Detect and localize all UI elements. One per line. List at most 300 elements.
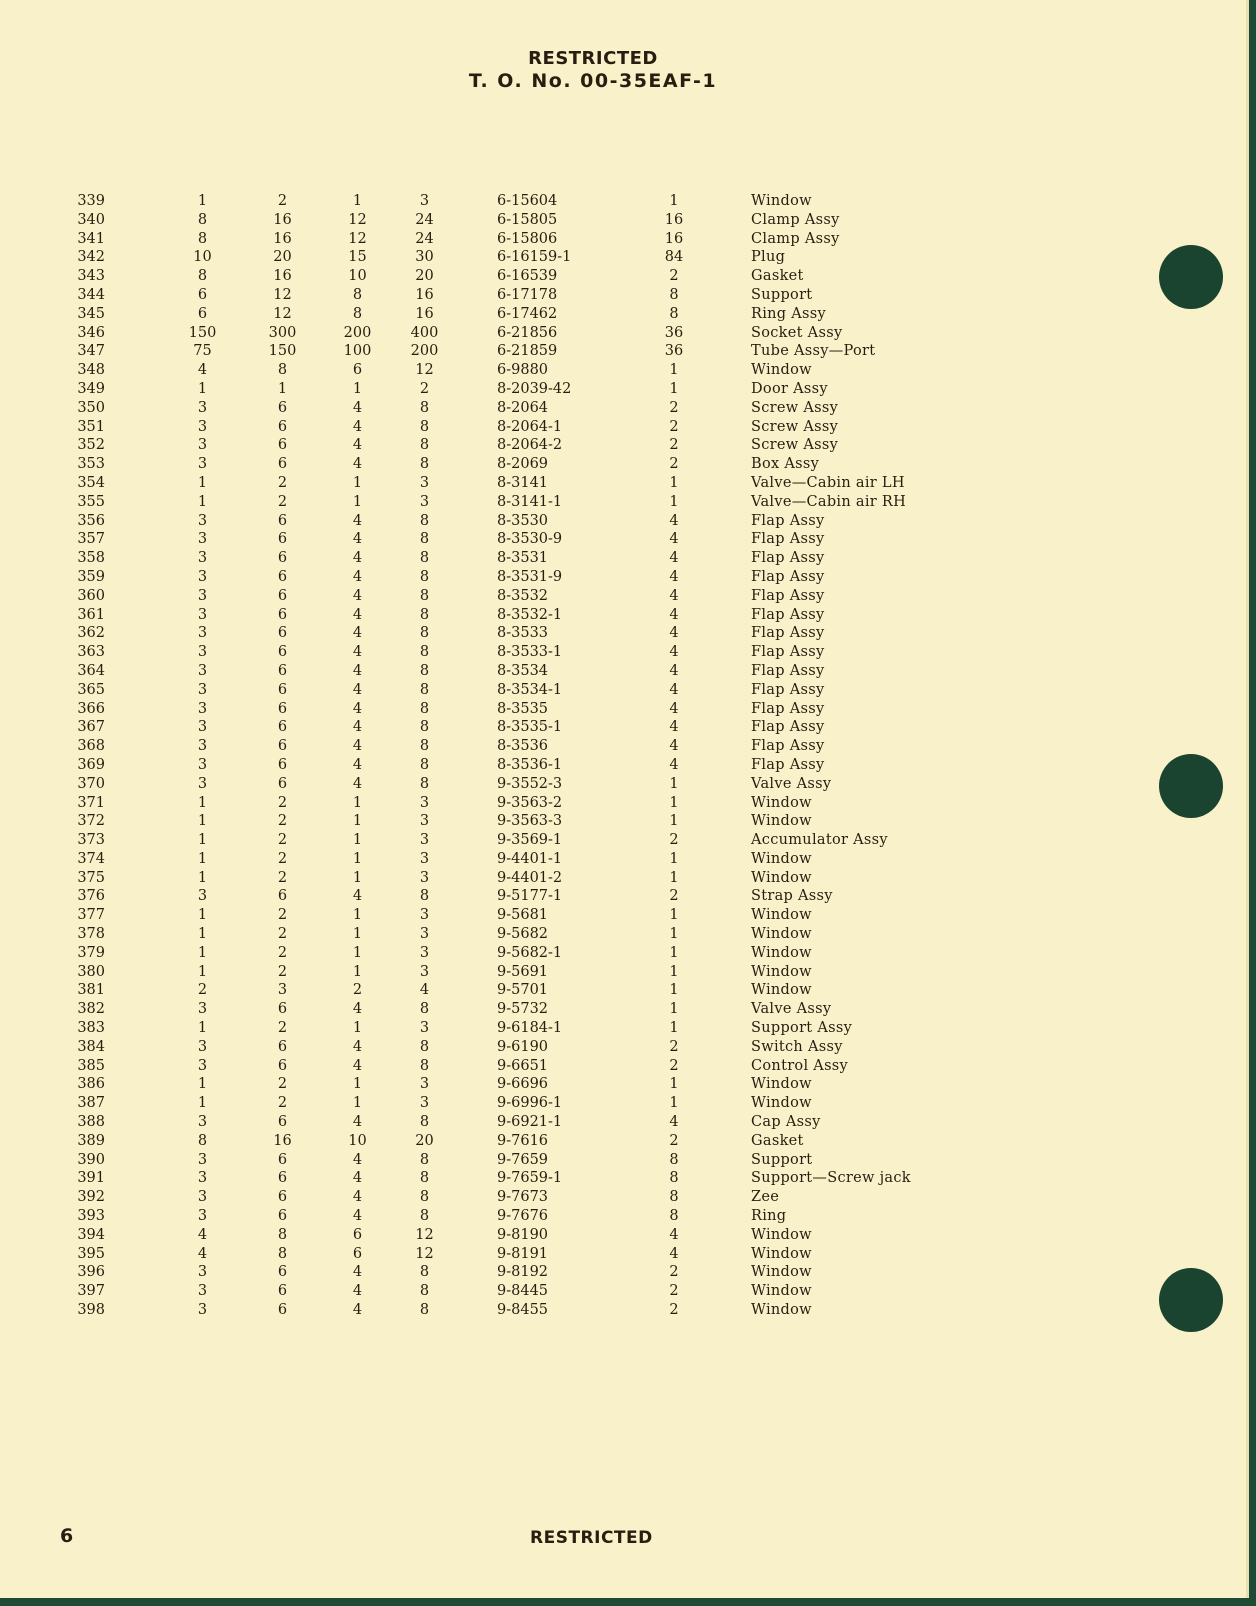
- table-row: [60, 342, 880, 361]
- quantity-col-2: 6: [277, 719, 288, 736]
- part-number: 9-7659-1: [497, 1170, 563, 1187]
- part-description: Zee: [751, 1189, 780, 1206]
- quantity-per-unit: 1: [669, 794, 679, 811]
- quantity-col-1: 3: [197, 888, 208, 905]
- quantity-col-1: 2: [197, 982, 208, 999]
- table-row: [60, 380, 880, 399]
- quantity-per-unit: 16: [664, 211, 684, 228]
- quantity-col-4: 8: [419, 775, 430, 792]
- quantity-col-3: 10: [348, 1132, 367, 1149]
- part-number: 9-5732: [497, 1001, 549, 1018]
- quantity-col-2: 6: [277, 1283, 288, 1300]
- part-description: Flap Assy: [751, 568, 825, 585]
- quantity-col-1: 3: [197, 662, 208, 679]
- quantity-col-3: 6: [352, 1245, 363, 1262]
- quantity-col-2: 2: [277, 193, 288, 209]
- quantity-col-4: 8: [419, 587, 430, 604]
- part-description: Flap Assy: [751, 606, 825, 623]
- quantity-col-1: 4: [197, 362, 208, 379]
- quantity-col-4: 8: [419, 418, 430, 435]
- item-number: 357: [77, 531, 105, 548]
- quantity-col-1: 8: [197, 230, 208, 247]
- quantity-col-2: 16: [273, 1132, 292, 1149]
- part-description: Window: [751, 944, 812, 961]
- quantity-col-3: 4: [352, 606, 363, 623]
- item-number: 345: [77, 305, 105, 322]
- quantity-col-2: 6: [277, 550, 288, 567]
- quantity-col-4: 8: [419, 531, 430, 548]
- table-row: [60, 568, 880, 587]
- quantity-col-3: 4: [352, 1151, 363, 1168]
- part-description: Support—Screw jack: [751, 1170, 911, 1187]
- quantity-per-unit: 1: [669, 1001, 679, 1018]
- quantity-col-3: 4: [352, 531, 363, 548]
- part-description: Support: [751, 286, 813, 303]
- quantity-col-2: 16: [273, 268, 292, 285]
- quantity-col-1: 3: [197, 1170, 208, 1187]
- quantity-col-2: 12: [273, 286, 292, 303]
- quantity-col-1: 75: [193, 343, 212, 360]
- item-number: 364: [77, 662, 105, 679]
- quantity-per-unit: 2: [669, 888, 679, 905]
- quantity-col-2: 6: [277, 756, 288, 773]
- quantity-per-unit: 2: [669, 456, 679, 473]
- quantity-col-3: 200: [343, 324, 372, 341]
- part-description: Cap Assy: [751, 1114, 821, 1131]
- quantity-col-4: 3: [419, 493, 430, 510]
- quantity-col-1: 3: [197, 1283, 208, 1300]
- quantity-per-unit: 84: [664, 249, 684, 266]
- quantity-per-unit: 1: [669, 982, 679, 999]
- quantity-col-4: 8: [419, 1001, 430, 1018]
- quantity-col-1: 3: [197, 719, 208, 736]
- table-row: [60, 737, 880, 756]
- part-number: 9-3563-3: [497, 813, 563, 830]
- quantity-col-3: 8: [352, 305, 363, 322]
- quantity-col-4: 3: [419, 1095, 430, 1112]
- item-number: 389: [77, 1132, 105, 1149]
- part-description: Window: [751, 926, 812, 943]
- part-description: Window: [751, 907, 812, 924]
- quantity-col-1: 3: [197, 738, 208, 755]
- quantity-col-1: 3: [197, 681, 208, 698]
- table-row: [60, 493, 907, 512]
- table-row: [60, 906, 880, 925]
- quantity-col-2: 2: [277, 1095, 288, 1112]
- quantity-col-4: 8: [419, 1189, 430, 1206]
- quantity-col-1: 10: [193, 249, 212, 266]
- quantity-per-unit: 1: [669, 474, 679, 491]
- part-description: Box Assy: [751, 456, 820, 473]
- quantity-per-unit: 4: [669, 531, 679, 548]
- quantity-col-4: 8: [419, 606, 430, 623]
- page-number: 6: [60, 1525, 74, 1547]
- item-number: 398: [77, 1302, 105, 1319]
- table-row: [60, 775, 880, 794]
- part-description: Flap Assy: [751, 738, 825, 755]
- part-description: Clamp Assy: [751, 230, 840, 247]
- quantity-col-2: 6: [277, 681, 288, 698]
- table-row: [60, 267, 880, 286]
- part-number: 6-17178: [497, 286, 558, 303]
- quantity-per-unit: 4: [669, 512, 679, 529]
- quantity-col-4: 8: [419, 568, 430, 585]
- item-number: 392: [77, 1189, 105, 1206]
- quantity-col-3: 4: [352, 550, 363, 567]
- quantity-col-1: 1: [197, 926, 208, 943]
- quantity-per-unit: 4: [669, 756, 679, 773]
- table-row: [60, 1245, 880, 1264]
- quantity-col-3: 4: [352, 587, 363, 604]
- part-description: Flap Assy: [751, 681, 825, 698]
- table-row: [60, 1207, 880, 1226]
- quantity-col-2: 2: [277, 926, 288, 943]
- quantity-col-4: 8: [419, 1302, 430, 1319]
- quantity-col-3: 1: [352, 1020, 363, 1037]
- table-row: [60, 286, 880, 305]
- part-number: 8-2069: [497, 456, 549, 473]
- part-number: 9-5682: [497, 926, 549, 943]
- item-number: 383: [77, 1020, 105, 1037]
- quantity-per-unit: 4: [669, 606, 679, 623]
- quantity-col-4: 12: [415, 1226, 434, 1243]
- quantity-col-2: 12: [273, 305, 292, 322]
- quantity-col-3: 4: [352, 1114, 363, 1131]
- part-number: 8-3535-1: [497, 719, 563, 736]
- quantity-col-3: 4: [352, 1170, 363, 1187]
- quantity-col-4: 24: [415, 211, 434, 228]
- part-description: Tube Assy—Port: [751, 343, 876, 360]
- part-number: 8-2039-42: [497, 380, 572, 397]
- quantity-col-4: 24: [415, 230, 434, 247]
- quantity-col-3: 4: [352, 1302, 363, 1319]
- quantity-col-2: 16: [273, 211, 292, 228]
- quantity-col-4: 3: [419, 1020, 430, 1037]
- part-description: Flap Assy: [751, 756, 825, 773]
- part-number: 8-3534: [497, 662, 549, 679]
- part-description: Window: [751, 1226, 812, 1243]
- part-description: Valve Assy: [751, 1001, 832, 1018]
- quantity-col-1: 3: [197, 775, 208, 792]
- quantity-col-4: 3: [419, 832, 430, 849]
- part-number: 9-4401-2: [497, 869, 563, 886]
- quantity-col-3: 1: [352, 193, 363, 209]
- quantity-col-3: 1: [352, 1076, 363, 1093]
- part-number: 9-5682-1: [497, 944, 563, 961]
- quantity-col-3: 4: [352, 644, 363, 661]
- table-row: [60, 1057, 880, 1076]
- quantity-col-4: 16: [415, 305, 434, 322]
- item-number: 341: [77, 230, 105, 247]
- item-number: 351: [77, 418, 105, 435]
- quantity-col-4: 8: [419, 1283, 430, 1300]
- part-number: 8-3530: [497, 512, 549, 529]
- quantity-per-unit: 36: [664, 324, 684, 341]
- table-row: [60, 1132, 880, 1151]
- table-row: [60, 305, 880, 324]
- quantity-col-1: 3: [197, 399, 208, 416]
- item-number: 355: [77, 493, 105, 510]
- part-description: Valve Assy: [751, 775, 832, 792]
- quantity-col-3: 4: [352, 512, 363, 529]
- quantity-col-1: 3: [197, 756, 208, 773]
- part-number: 8-3531: [497, 550, 549, 567]
- quantity-col-1: 8: [197, 211, 208, 228]
- part-description: Ring: [751, 1208, 787, 1225]
- quantity-col-2: 6: [277, 775, 288, 792]
- quantity-col-1: 1: [197, 963, 208, 980]
- quantity-col-3: 1: [352, 474, 363, 491]
- parts-table: [60, 192, 911, 1320]
- quantity-col-2: 6: [277, 1189, 288, 1206]
- quantity-col-1: 3: [197, 568, 208, 585]
- item-number: 346: [77, 324, 105, 341]
- quantity-col-3: 1: [352, 963, 363, 980]
- binder-hole: [1159, 245, 1223, 309]
- quantity-col-4: 3: [419, 193, 430, 209]
- table-row: [60, 512, 880, 531]
- quantity-per-unit: 1: [669, 775, 679, 792]
- quantity-col-3: 4: [352, 625, 363, 642]
- quantity-col-3: 2: [352, 982, 363, 999]
- quantity-col-3: 4: [352, 456, 363, 473]
- table-row: [60, 248, 880, 267]
- quantity-per-unit: 1: [669, 193, 679, 209]
- quantity-per-unit: 2: [669, 1302, 679, 1319]
- quantity-col-1: 3: [197, 1302, 208, 1319]
- quantity-col-1: 1: [197, 493, 208, 510]
- quantity-col-3: 1: [352, 813, 363, 830]
- quantity-per-unit: 2: [669, 1283, 679, 1300]
- part-number: 9-3569-1: [497, 832, 563, 849]
- quantity-col-2: 6: [277, 625, 288, 642]
- quantity-col-3: 4: [352, 1057, 363, 1074]
- quantity-col-2: 2: [277, 907, 288, 924]
- quantity-col-3: 4: [352, 719, 363, 736]
- part-description: Window: [751, 362, 812, 379]
- quantity-col-3: 6: [352, 362, 363, 379]
- quantity-col-2: 6: [277, 1302, 288, 1319]
- table-row: [60, 1000, 880, 1019]
- quantity-col-4: 16: [415, 286, 434, 303]
- table-row: [60, 1282, 880, 1301]
- quantity-col-4: 8: [419, 700, 430, 717]
- table-row: [60, 606, 880, 625]
- quantity-col-3: 12: [348, 211, 367, 228]
- part-description: Window: [751, 1283, 812, 1300]
- item-number: 339: [77, 193, 105, 209]
- part-number: 9-6696: [497, 1076, 549, 1093]
- quantity-col-1: 8: [197, 268, 208, 285]
- quantity-col-4: 8: [419, 1208, 430, 1225]
- quantity-col-2: 2: [277, 474, 288, 491]
- item-number: 372: [77, 813, 105, 830]
- quantity-per-unit: 1: [669, 813, 679, 830]
- quantity-col-4: 8: [419, 1038, 430, 1055]
- quantity-col-3: 1: [352, 832, 363, 849]
- quantity-per-unit: 8: [669, 305, 679, 322]
- part-description: Door Assy: [751, 380, 828, 397]
- quantity-per-unit: 2: [669, 1132, 679, 1149]
- quantity-col-2: 2: [277, 493, 288, 510]
- quantity-col-1: 3: [197, 1189, 208, 1206]
- part-number: 8-3534-1: [497, 681, 563, 698]
- quantity-col-2: 6: [277, 644, 288, 661]
- part-number: 6-21859: [497, 343, 558, 360]
- quantity-col-4: 8: [419, 1170, 430, 1187]
- item-number: 340: [77, 211, 105, 228]
- part-number: 9-5701: [497, 982, 549, 999]
- item-number: 393: [77, 1208, 105, 1225]
- quantity-col-2: 300: [268, 324, 297, 341]
- part-number: 9-7616: [497, 1132, 549, 1149]
- part-number: 9-6996-1: [497, 1095, 563, 1112]
- quantity-col-2: 6: [277, 1264, 288, 1281]
- quantity-col-2: 6: [277, 568, 288, 585]
- quantity-col-2: 6: [277, 1001, 288, 1018]
- item-number: 384: [77, 1038, 105, 1055]
- part-description: Valve—Cabin air LH: [751, 474, 905, 491]
- part-description: Switch Assy: [751, 1038, 843, 1055]
- table-row: [60, 718, 880, 737]
- part-number: 9-6921-1: [497, 1114, 563, 1131]
- item-number: 374: [77, 850, 105, 867]
- binder-hole: [1159, 1268, 1223, 1332]
- table-row: [60, 324, 880, 343]
- quantity-col-3: 6: [352, 1226, 363, 1243]
- table-row: [60, 1301, 880, 1320]
- quantity-col-1: 1: [197, 944, 208, 961]
- part-description: Window: [751, 193, 812, 209]
- quantity-col-3: 4: [352, 888, 363, 905]
- quantity-col-1: 1: [197, 813, 208, 830]
- item-number: 388: [77, 1114, 105, 1131]
- quantity-col-2: 6: [277, 662, 288, 679]
- quantity-col-1: 3: [197, 606, 208, 623]
- part-number: 9-8445: [497, 1283, 549, 1300]
- quantity-col-4: 8: [419, 1057, 430, 1074]
- quantity-col-3: 4: [352, 1038, 363, 1055]
- quantity-col-1: 3: [197, 1001, 208, 1018]
- quantity-per-unit: 36: [664, 343, 684, 360]
- quantity-col-2: 2: [277, 944, 288, 961]
- part-description: Window: [751, 1264, 812, 1281]
- quantity-col-1: 1: [197, 193, 208, 209]
- item-number: 349: [77, 380, 105, 397]
- table-row: [60, 474, 905, 493]
- quantity-col-3: 4: [352, 681, 363, 698]
- part-description: Screw Assy: [751, 418, 839, 435]
- part-number: 6-21856: [497, 324, 558, 341]
- table-row: [60, 211, 880, 230]
- quantity-col-4: 8: [419, 625, 430, 642]
- quantity-per-unit: 2: [669, 399, 679, 416]
- part-description: Screw Assy: [751, 399, 839, 416]
- quantity-col-2: 6: [277, 531, 288, 548]
- table-row: [60, 436, 880, 455]
- item-number: 367: [77, 719, 105, 736]
- part-number: 8-3535: [497, 700, 549, 717]
- part-number: 8-3532-1: [497, 606, 563, 623]
- quantity-col-1: 3: [197, 1057, 208, 1074]
- table-row: [60, 230, 880, 249]
- part-description: Window: [751, 850, 812, 867]
- quantity-col-4: 3: [419, 963, 430, 980]
- quantity-col-2: 2: [277, 850, 288, 867]
- quantity-col-4: 8: [419, 738, 430, 755]
- quantity-per-unit: 2: [669, 1057, 679, 1074]
- part-description: Flap Assy: [751, 644, 825, 661]
- part-number: 8-3530-9: [497, 531, 563, 548]
- quantity-col-3: 4: [352, 1189, 363, 1206]
- table-row: [60, 794, 880, 813]
- part-number: 8-3536-1: [497, 756, 563, 773]
- quantity-col-4: 8: [419, 1264, 430, 1281]
- quantity-col-1: 1: [197, 907, 208, 924]
- quantity-col-1: 4: [197, 1226, 208, 1243]
- quantity-per-unit: 8: [669, 1208, 679, 1225]
- quantity-per-unit: 4: [669, 568, 679, 585]
- part-number: 9-3552-3: [497, 775, 563, 792]
- part-number: 9-7676: [497, 1208, 549, 1225]
- quantity-col-1: 3: [197, 512, 208, 529]
- table-row: [60, 1263, 880, 1282]
- table-row: [60, 624, 880, 643]
- quantity-col-1: 150: [188, 324, 217, 341]
- item-number: 354: [77, 474, 105, 491]
- part-number: 9-8190: [497, 1226, 549, 1243]
- quantity-col-4: 20: [415, 1132, 434, 1149]
- quantity-per-unit: 4: [669, 1245, 679, 1262]
- table-row: [60, 1075, 880, 1094]
- binder-hole: [1159, 754, 1223, 818]
- quantity-col-4: 3: [419, 1076, 430, 1093]
- item-number: 342: [77, 249, 105, 266]
- item-number: 371: [77, 794, 105, 811]
- quantity-col-4: 400: [410, 324, 439, 341]
- quantity-per-unit: 1: [669, 869, 679, 886]
- quantity-col-1: 1: [197, 794, 208, 811]
- quantity-col-1: 1: [197, 1076, 208, 1093]
- quantity-col-1: 1: [197, 474, 208, 491]
- part-description: Control Assy: [751, 1057, 849, 1074]
- item-number: 348: [77, 362, 105, 379]
- item-number: 350: [77, 399, 105, 416]
- quantity-col-2: 6: [277, 1170, 288, 1187]
- quantity-col-4: 8: [419, 437, 430, 454]
- quantity-col-4: 8: [419, 644, 430, 661]
- table-row: [60, 944, 880, 963]
- quantity-col-4: 200: [410, 343, 439, 360]
- part-description: Clamp Assy: [751, 211, 840, 228]
- table-row: [60, 1113, 880, 1132]
- item-number: 347: [77, 343, 105, 360]
- quantity-col-1: 6: [197, 305, 208, 322]
- table-row: [60, 925, 880, 944]
- quantity-per-unit: 1: [669, 907, 679, 924]
- quantity-per-unit: 8: [669, 286, 679, 303]
- table-row: [60, 812, 880, 831]
- quantity-per-unit: 1: [669, 1076, 679, 1093]
- quantity-per-unit: 8: [669, 1170, 679, 1187]
- item-number: 368: [77, 738, 105, 755]
- part-description: Socket Assy: [751, 324, 843, 341]
- quantity-col-2: 8: [277, 1226, 288, 1243]
- quantity-col-3: 4: [352, 1283, 363, 1300]
- quantity-per-unit: 8: [669, 1151, 679, 1168]
- quantity-col-1: 8: [197, 1132, 208, 1149]
- quantity-per-unit: 16: [664, 230, 684, 247]
